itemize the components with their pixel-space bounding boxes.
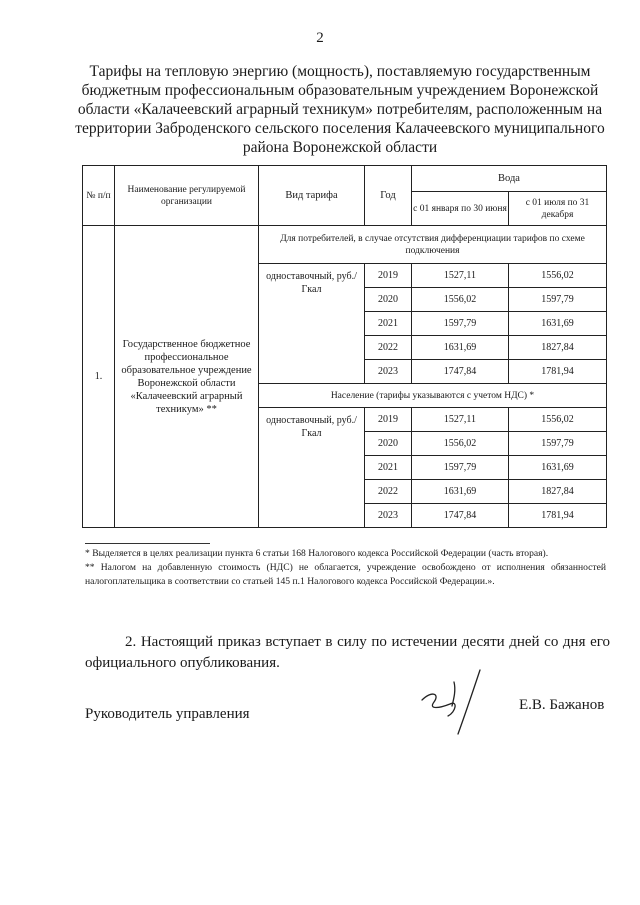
header-year: Год (365, 166, 412, 226)
year-cell: 2021 (365, 312, 412, 336)
value-first-half: 1527,11 (412, 408, 509, 432)
year-cell: 2023 (365, 504, 412, 528)
value-second-half: 1597,79 (509, 432, 607, 456)
value-first-half: 1556,02 (412, 432, 509, 456)
header-period-second-half: с 01 июля по 31 декабря (509, 192, 607, 226)
value-second-half: 1556,02 (509, 264, 607, 288)
page-number: 2 (316, 30, 324, 46)
signer-name: Е.В. Бажанов (519, 697, 605, 713)
footnotes (85, 547, 606, 589)
year-cell: 2021 (365, 456, 412, 480)
value-second-half: 1631,69 (509, 312, 607, 336)
header-number: № п/п (83, 166, 115, 226)
year-cell: 2020 (365, 288, 412, 312)
footnote-vat-allocation: * Выделяется в целях реализации пункта 6 статьи 168 Налогового кодекса Российской Федерации (часть вторая). (85, 548, 549, 559)
value-second-half: 1597,79 (509, 288, 607, 312)
value-first-half: 1597,79 (412, 312, 509, 336)
footnote-vat-exemption: ** Налогом на добавленную стоимость (НДС) не облагается, учреждение освобождено от исполнения обязанностей налогоплательщика в соответствии со статьей 145 п.1 Налогового кодекса Российской Федерации.». (85, 562, 606, 587)
header-period-first-half: с 01 января по 30 июня (412, 192, 509, 226)
value-first-half: 1631,69 (412, 336, 509, 360)
tariff-kind: одноставочный, руб./Гкал (259, 408, 365, 528)
tariff-kind: одноставочный, руб./Гкал (259, 264, 365, 384)
footnote-divider (85, 543, 210, 544)
organization-name: Государственное бюджетное профессиональное образовательное учреждение Воронежской области «Калачеевский аграрный техникум» ** (115, 226, 259, 528)
year-cell: 2023 (365, 360, 412, 384)
handwritten-signature (410, 660, 505, 740)
year-cell: 2022 (365, 480, 412, 504)
year-cell: 2019 (365, 408, 412, 432)
value-first-half: 1527,11 (412, 264, 509, 288)
value-second-half: 1827,84 (509, 480, 607, 504)
value-first-half: 1597,79 (412, 456, 509, 480)
year-cell: 2022 (365, 336, 412, 360)
header-water: Вода (412, 166, 607, 192)
group-title-consumers: Для потребителей, в случае отсутствия дифференциации тарифов по схеме подключения (259, 226, 607, 264)
document-title: Тарифы на тепловую энергию (мощность), поставляемую государственным бюджетным профессиональным образовательным учреждением Воронежской области «Калачеевский аграрный техникум» потребителям, расположенным на территории Заброденского сельского поселения Калачеевского муниципального района Воронежской области (75, 63, 605, 156)
group-title-population: Население (тарифы указываются с учетом НДС) * (259, 384, 607, 408)
value-second-half: 1556,02 (509, 408, 607, 432)
value-second-half: 1631,69 (509, 456, 607, 480)
value-second-half: 1781,94 (509, 360, 607, 384)
value-first-half: 1556,02 (412, 288, 509, 312)
effective-date-paragraph: 2. Настоящий приказ вступает в силу по истечении десяти дней со дня его официального опубликования. (85, 634, 610, 671)
value-first-half: 1747,84 (412, 360, 509, 384)
value-second-half: 1781,94 (509, 504, 607, 528)
year-cell: 2019 (365, 264, 412, 288)
value-second-half: 1827,84 (509, 336, 607, 360)
header-organization: Наименование регулируемой организации (115, 166, 259, 226)
row-number: 1. (83, 226, 115, 528)
signer-position: Руководитель управления (85, 706, 250, 722)
tariff-table (82, 165, 607, 528)
year-cell: 2020 (365, 432, 412, 456)
value-first-half: 1631,69 (412, 480, 509, 504)
header-tariff-kind: Вид тарифа (259, 166, 365, 226)
value-first-half: 1747,84 (412, 504, 509, 528)
